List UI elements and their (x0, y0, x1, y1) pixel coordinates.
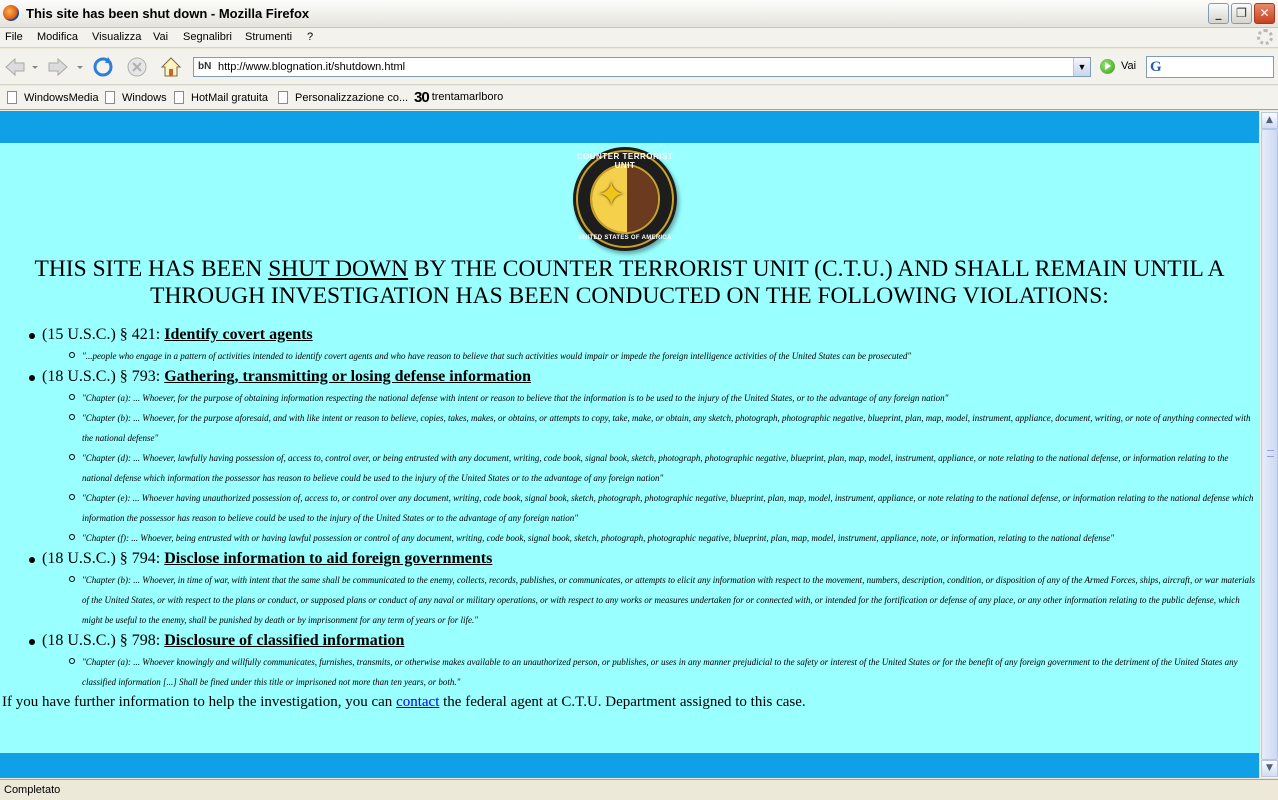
violation-law: (15 U.S.C.) § 421: (42, 326, 165, 343)
forward-history-dropdown-icon[interactable] (74, 55, 86, 79)
minimize-button[interactable]: _ (1208, 3, 1229, 24)
bookmark-page-icon (278, 91, 288, 104)
menu-strumenti[interactable]: Strumenti (245, 31, 293, 43)
menu-modifica[interactable]: Modifica (37, 31, 78, 43)
menu-bar (0, 28, 1278, 48)
window-title: This site has been shut down - Mozilla Firefox (26, 6, 310, 21)
stop-icon[interactable] (125, 55, 149, 79)
title-bar (0, 0, 1278, 28)
bookmark-personalizzazione[interactable] (278, 91, 408, 104)
status-bar (0, 779, 1278, 800)
menu-vai[interactable]: Vai (153, 31, 169, 43)
bookmark-label: WindowsMedia (24, 92, 99, 104)
back-arrow-icon[interactable] (3, 55, 27, 79)
violation-item (27, 630, 1257, 692)
home-icon[interactable] (159, 55, 183, 79)
chapter-text: "Chapter (b): ... Whoever, for the purpose aforesaid, and with like intent or reason to believe, copies, takes, makes, or obtains, or attempts to copy, take, make, or obtain, any sketch, photograph, photographic negative, blueprint, plan, map, model, instrument, appliance, document, writing, or note of anything connected with the national defense" (67, 408, 1257, 448)
activity-throbber-icon (1257, 29, 1273, 45)
bookmark-page-icon (7, 91, 17, 104)
contact-line: If you have further information to help the investigation, you can contact the federal agent at C.T.U. Department assigned to this case. (2, 694, 806, 710)
url-input[interactable]: http://www.blognation.it/shutdown.html (218, 61, 406, 73)
top-band (0, 111, 1259, 143)
bookmark-trentamarlboro[interactable] (414, 89, 503, 106)
violation-item (27, 366, 1257, 548)
bookmark-windows[interactable] (105, 91, 167, 104)
go-button-label[interactable]: Vai (1121, 60, 1137, 72)
vertical-scrollbar[interactable] (1259, 111, 1278, 778)
chapter-text: "...people who engage in a pattern of activities intended to identify covert agents and who have reason to believe that such activities would impair or impede the foreign intelligence activities of the United States can be prosecuted" (67, 346, 1257, 366)
violation-name: Disclose information to aid foreign governments (164, 550, 493, 567)
search-box[interactable] (1146, 56, 1274, 78)
chapter-text: "Chapter (b): ... Whoever, in time of war, with intent that the same shall be communicated to the enemy, collects, records, publishes, or communicates, or attempts to elicit any information with respect to the movement, numbers, description, condition, or disposition of any of the Armed Forces, ships, aircraft, or war materials of the United States, or with respect to the plans or conduct, or supposed plans or conduct of any naval or military operations, or with respect to any works or measures undertaken for or connected with, or intended for the fortification or defense of any place, or any other information relating to the public defense, which might be useful to the enemy, shall be punished by death or by imprisonment for any term of years or for life." (67, 570, 1257, 630)
violation-item (27, 324, 1257, 366)
page-content (0, 111, 1259, 778)
eagle-icon: ✦ (597, 175, 626, 215)
violation-name: Gathering, transmitting or losing defense information (164, 368, 532, 385)
reload-icon[interactable] (91, 55, 115, 79)
violation-law: (18 U.S.C.) § 798: (42, 632, 165, 649)
forward-arrow-icon[interactable] (46, 55, 70, 79)
violation-item (27, 548, 1257, 630)
scroll-down-icon[interactable]: ▼ (1261, 760, 1278, 777)
contact-link[interactable]: contact (396, 694, 440, 710)
chapter-text: "Chapter (f): ... Whoever, being entrusted with or having lawful possession or control of any document, writing, code book, signal book, sketch, photograph, photographic negative, blueprint, plan, map, model, instrument, appliance, note, or information, relating to the national defense" (67, 528, 1257, 548)
page-headline: THIS SITE HAS BEEN SHUT DOWN BY THE COUNTER TERRORIST UNIT (C.T.U.) AND SHALL REMAIN UNTIL A THROUGH INVESTIGATION HAS BEEN CONDUCTED ON THE FOLLOWING VIOLATIONS: (34, 256, 1225, 309)
bookmark-label: Windows (122, 92, 167, 104)
bookmark-page-icon (174, 91, 184, 104)
violation-name: Identify covert agents (164, 326, 313, 343)
go-arrow-icon[interactable] (1100, 59, 1115, 74)
google-search-icon[interactable]: G (1150, 59, 1162, 75)
close-button[interactable]: ✕ (1254, 3, 1275, 24)
bookmark-page-icon (105, 91, 115, 104)
violation-law: (18 U.S.C.) § 793: (42, 368, 165, 385)
emblem-bottom-text: UNITED STATES OF AMERICA (578, 235, 672, 241)
bottom-band (0, 753, 1259, 778)
menu-file[interactable]: File (5, 31, 23, 43)
violations-list (27, 324, 1257, 692)
emblem-top-text: COUNTER TERRORIST UNIT (576, 152, 674, 170)
chapter-text: "Chapter (a): ... Whoever knowingly and willfully communicates, furnishes, transmits, or otherwise makes available to an unauthorized person, or publishes, or uses in any manner prejudicial to the safety or interest of the United States or for the benefit of any foreign government to the detriment of the United States any classified information [...] Shall be fined under this title or imprisoned not more than ten years, or both." (67, 652, 1257, 692)
scroll-up-icon[interactable]: ▲ (1261, 112, 1278, 129)
scrollbar-thumb[interactable] (1261, 129, 1278, 760)
menu-visualizza[interactable]: Visualizza (92, 31, 142, 43)
back-history-dropdown-icon[interactable] (29, 55, 41, 79)
url-history-dropdown-icon[interactable]: ▼ (1073, 58, 1090, 76)
firefox-logo-icon (3, 5, 19, 21)
chapter-text: "Chapter (a): ... Whoever, for the purpose of obtaining information respecting the national defense with intent or reason to believe that the information is to be used to the injury of the United States, or to the advantage of any foreign nation" (67, 388, 1257, 408)
bookmark-label: trentamarlboro (431, 91, 504, 103)
bookmarks-toolbar (0, 86, 1278, 110)
menu-help[interactable]: ? (307, 31, 314, 43)
maximize-button[interactable]: ❐ (1231, 3, 1252, 24)
menu-segnalibri[interactable]: Segnalibri (183, 31, 232, 43)
ctu-emblem (573, 147, 677, 251)
status-text: Completato (4, 784, 61, 796)
thirty-icon: 30 (414, 89, 429, 106)
violation-law: (18 U.S.C.) § 794: (42, 550, 165, 567)
violation-name: Disclosure of classified information (164, 632, 405, 649)
bookmark-hotmail[interactable] (174, 91, 268, 104)
chapter-text: "Chapter (d): ... Whoever, lawfully having possession of, access to, control over, or being entrusted with any document, writing, code book, signal book, sketch, photograph, photographic negative, blueprint, plan, map, model, instrument, appliance, or note relating to the national defense, or information relating to the national defense which information the possessor has reason to believe could be used to the injury of the United States or to the advantage of any foreign nation" (67, 448, 1257, 488)
address-bar[interactable] (193, 57, 1091, 77)
bookmark-label: Personalizzazione co... (295, 92, 409, 104)
bookmark-label: HotMail gratuita (191, 92, 269, 104)
site-favicon-icon: bN (198, 61, 212, 72)
chapter-text: "Chapter (e): ... Whoever having unauthorized possession of, access to, or control over any document, writing, code book, signal book, sketch, photograph, photographic negative, blueprint, plan, map, model, instrument, appliance, or note relating to the national defense, or information relating to the national defense which information the possessor has reason to believe could be used to the injury of the United States or to the advantage of any foreign nation" (67, 488, 1257, 528)
bookmark-windowsmedia[interactable] (7, 91, 99, 104)
shut-down-emphasis: SHUT DOWN (268, 256, 409, 282)
